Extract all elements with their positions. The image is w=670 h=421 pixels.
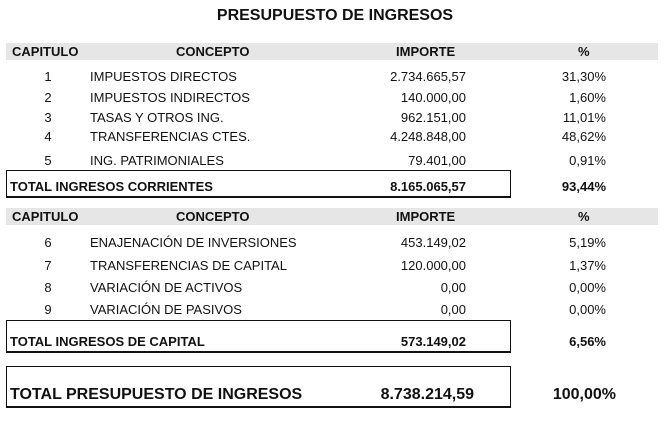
row-pct: 31,30% [561, 69, 606, 84]
row-importe: 2.734.665,57 [390, 69, 466, 84]
total-capital-importe: 573.149,02 [400, 334, 466, 349]
header-pct: % [578, 44, 590, 59]
row-importe: 4.248.848,00 [390, 129, 466, 144]
total-corrientes-underline [6, 196, 511, 198]
row-num: 8 [44, 280, 52, 295]
row-concepto: VARIACIÓN DE ACTIVOS [90, 280, 243, 295]
row-pct: 0,91% [569, 153, 606, 168]
row-importe: 79.401,00 [408, 153, 466, 168]
total-capital-label: TOTAL INGRESOS DE CAPITAL [10, 334, 205, 349]
row-concepto: TRANSFERENCIAS DE CAPITAL [90, 258, 287, 273]
header-importe: IMPORTE [396, 209, 456, 224]
header-concepto: CONCEPTO [176, 44, 250, 59]
header-capitulo: CAPITULO [12, 44, 79, 59]
grand-total-label: TOTAL PRESUPUESTO DE INGRESOS [10, 386, 303, 403]
row-num: 9 [44, 302, 52, 317]
row-importe: 140.000,00 [400, 90, 466, 105]
total-corrientes-label: TOTAL INGRESOS CORRIENTES [10, 179, 213, 194]
total-capital-underline [6, 351, 511, 353]
row-pct: 0,00% [569, 302, 606, 317]
header-concepto: CONCEPTO [176, 209, 250, 224]
header-bar-corrientes [6, 43, 658, 60]
row-concepto: VARIACIÓN DE PASIVOS [90, 302, 242, 317]
grand-total-importe: 8.738.214,59 [380, 386, 474, 403]
row-concepto: TRANSFERENCIAS CTES. [90, 129, 251, 144]
row-num: 6 [44, 235, 52, 250]
row-concepto: IMPUESTOS INDIRECTOS [90, 90, 250, 105]
row-pct: 48,62% [561, 129, 606, 144]
grand-total-pct: 100,00% [552, 386, 616, 403]
total-capital-pct: 6,56% [569, 334, 606, 349]
row-pct: 11,01% [562, 110, 606, 125]
row-num: 5 [44, 153, 52, 168]
row-concepto: ENAJENACIÓN DE INVERSIONES [90, 235, 297, 250]
header-pct: % [578, 209, 590, 224]
row-importe: 120.000,00 [400, 258, 466, 273]
page-title: PRESUPUESTO DE INGRESOS [216, 7, 454, 24]
total-corrientes-pct: 93,44% [561, 179, 606, 194]
row-importe: 453.149,02 [400, 235, 466, 250]
row-importe: 0,00 [440, 302, 466, 317]
row-pct: 0,00% [569, 280, 606, 295]
row-num: 7 [44, 258, 52, 273]
header-capitulo: CAPITULO [12, 209, 79, 224]
total-corrientes-importe: 8.165.065,57 [390, 179, 466, 194]
header-importe: IMPORTE [396, 44, 456, 59]
row-concepto: IMPUESTOS DIRECTOS [90, 69, 237, 84]
row-num: 2 [44, 90, 52, 105]
row-importe: 0,00 [440, 280, 466, 295]
row-concepto: ING. PATRIMONIALES [90, 153, 224, 168]
row-num: 3 [44, 110, 52, 125]
row-pct: 1,60% [569, 90, 606, 105]
grand-total-underline [6, 406, 511, 408]
row-num: 4 [44, 129, 52, 144]
row-pct: 1,37% [569, 258, 606, 273]
row-num: 1 [44, 69, 52, 84]
header-bar-capital [6, 208, 658, 225]
row-pct: 5,19% [569, 235, 606, 250]
row-concepto: TASAS Y OTROS ING. [90, 110, 224, 125]
row-importe: 962.151,00 [400, 110, 466, 125]
